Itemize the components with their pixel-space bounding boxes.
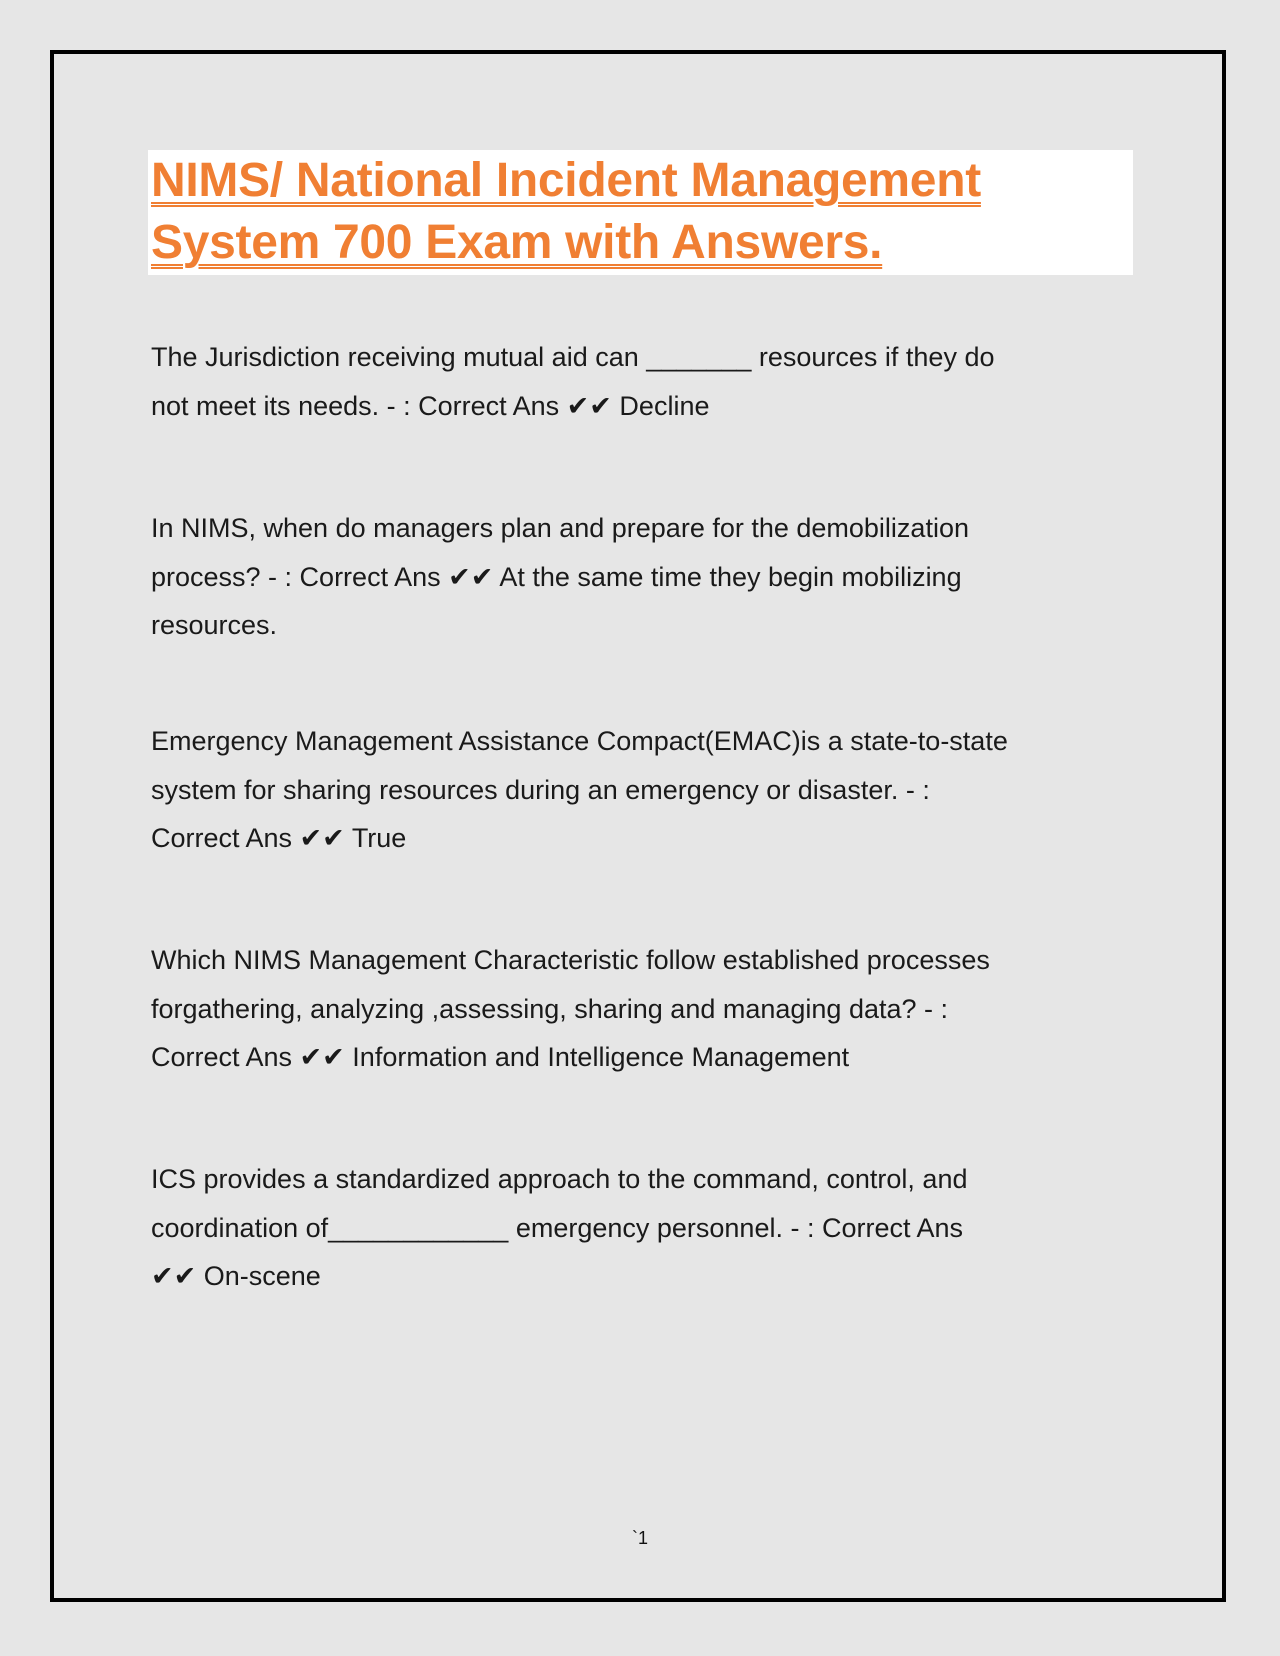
question-4 <box>151 936 990 1082</box>
title-line-2: System 700 Exam with Answers. <box>151 216 883 269</box>
title-line-1: NIMS/ National Incident Management <box>151 154 981 207</box>
question-line: system for sharing resources during an emergency or disaster. - : <box>151 774 930 805</box>
question-line: resources. <box>151 610 278 640</box>
question-line: ✔✔ On-scene <box>151 1261 321 1291</box>
question-line: In NIMS, when do managers plan and prepare for the demobilization <box>151 513 969 543</box>
question-line: not meet its needs. - : Correct Ans ✔✔ Decline <box>151 390 710 421</box>
question-line: The Jurisdiction receiving mutual aid can _______ resources if they do <box>151 342 995 372</box>
question-5 <box>151 1155 967 1301</box>
question-line: coordination of____________ emergency personnel. - : Correct Ans <box>151 1212 964 1243</box>
question-line: process? - : Correct Ans ✔✔ At the same time they begin mobilizing <box>151 561 962 592</box>
question-line: ICS provides a standardized approach to the command, control, and <box>151 1164 968 1194</box>
question-line: Which NIMS Management Characteristic follow established processes <box>151 945 990 975</box>
question-2 <box>151 504 969 650</box>
question-line: Correct Ans ✔✔ True <box>151 823 407 853</box>
question-line: Correct Ans ✔✔ Information and Intelligence Management <box>151 1042 850 1072</box>
page-number: `1 <box>632 1528 649 1548</box>
question-line: forgathering, analyzing ,assessing, sharing and managing data? - : <box>151 993 949 1024</box>
document-title <box>151 150 981 274</box>
question-line: Emergency Management Assistance Compact(EMAC)is a state-to-state <box>151 726 1008 756</box>
question-3 <box>151 717 1008 863</box>
question-1 <box>151 333 994 430</box>
